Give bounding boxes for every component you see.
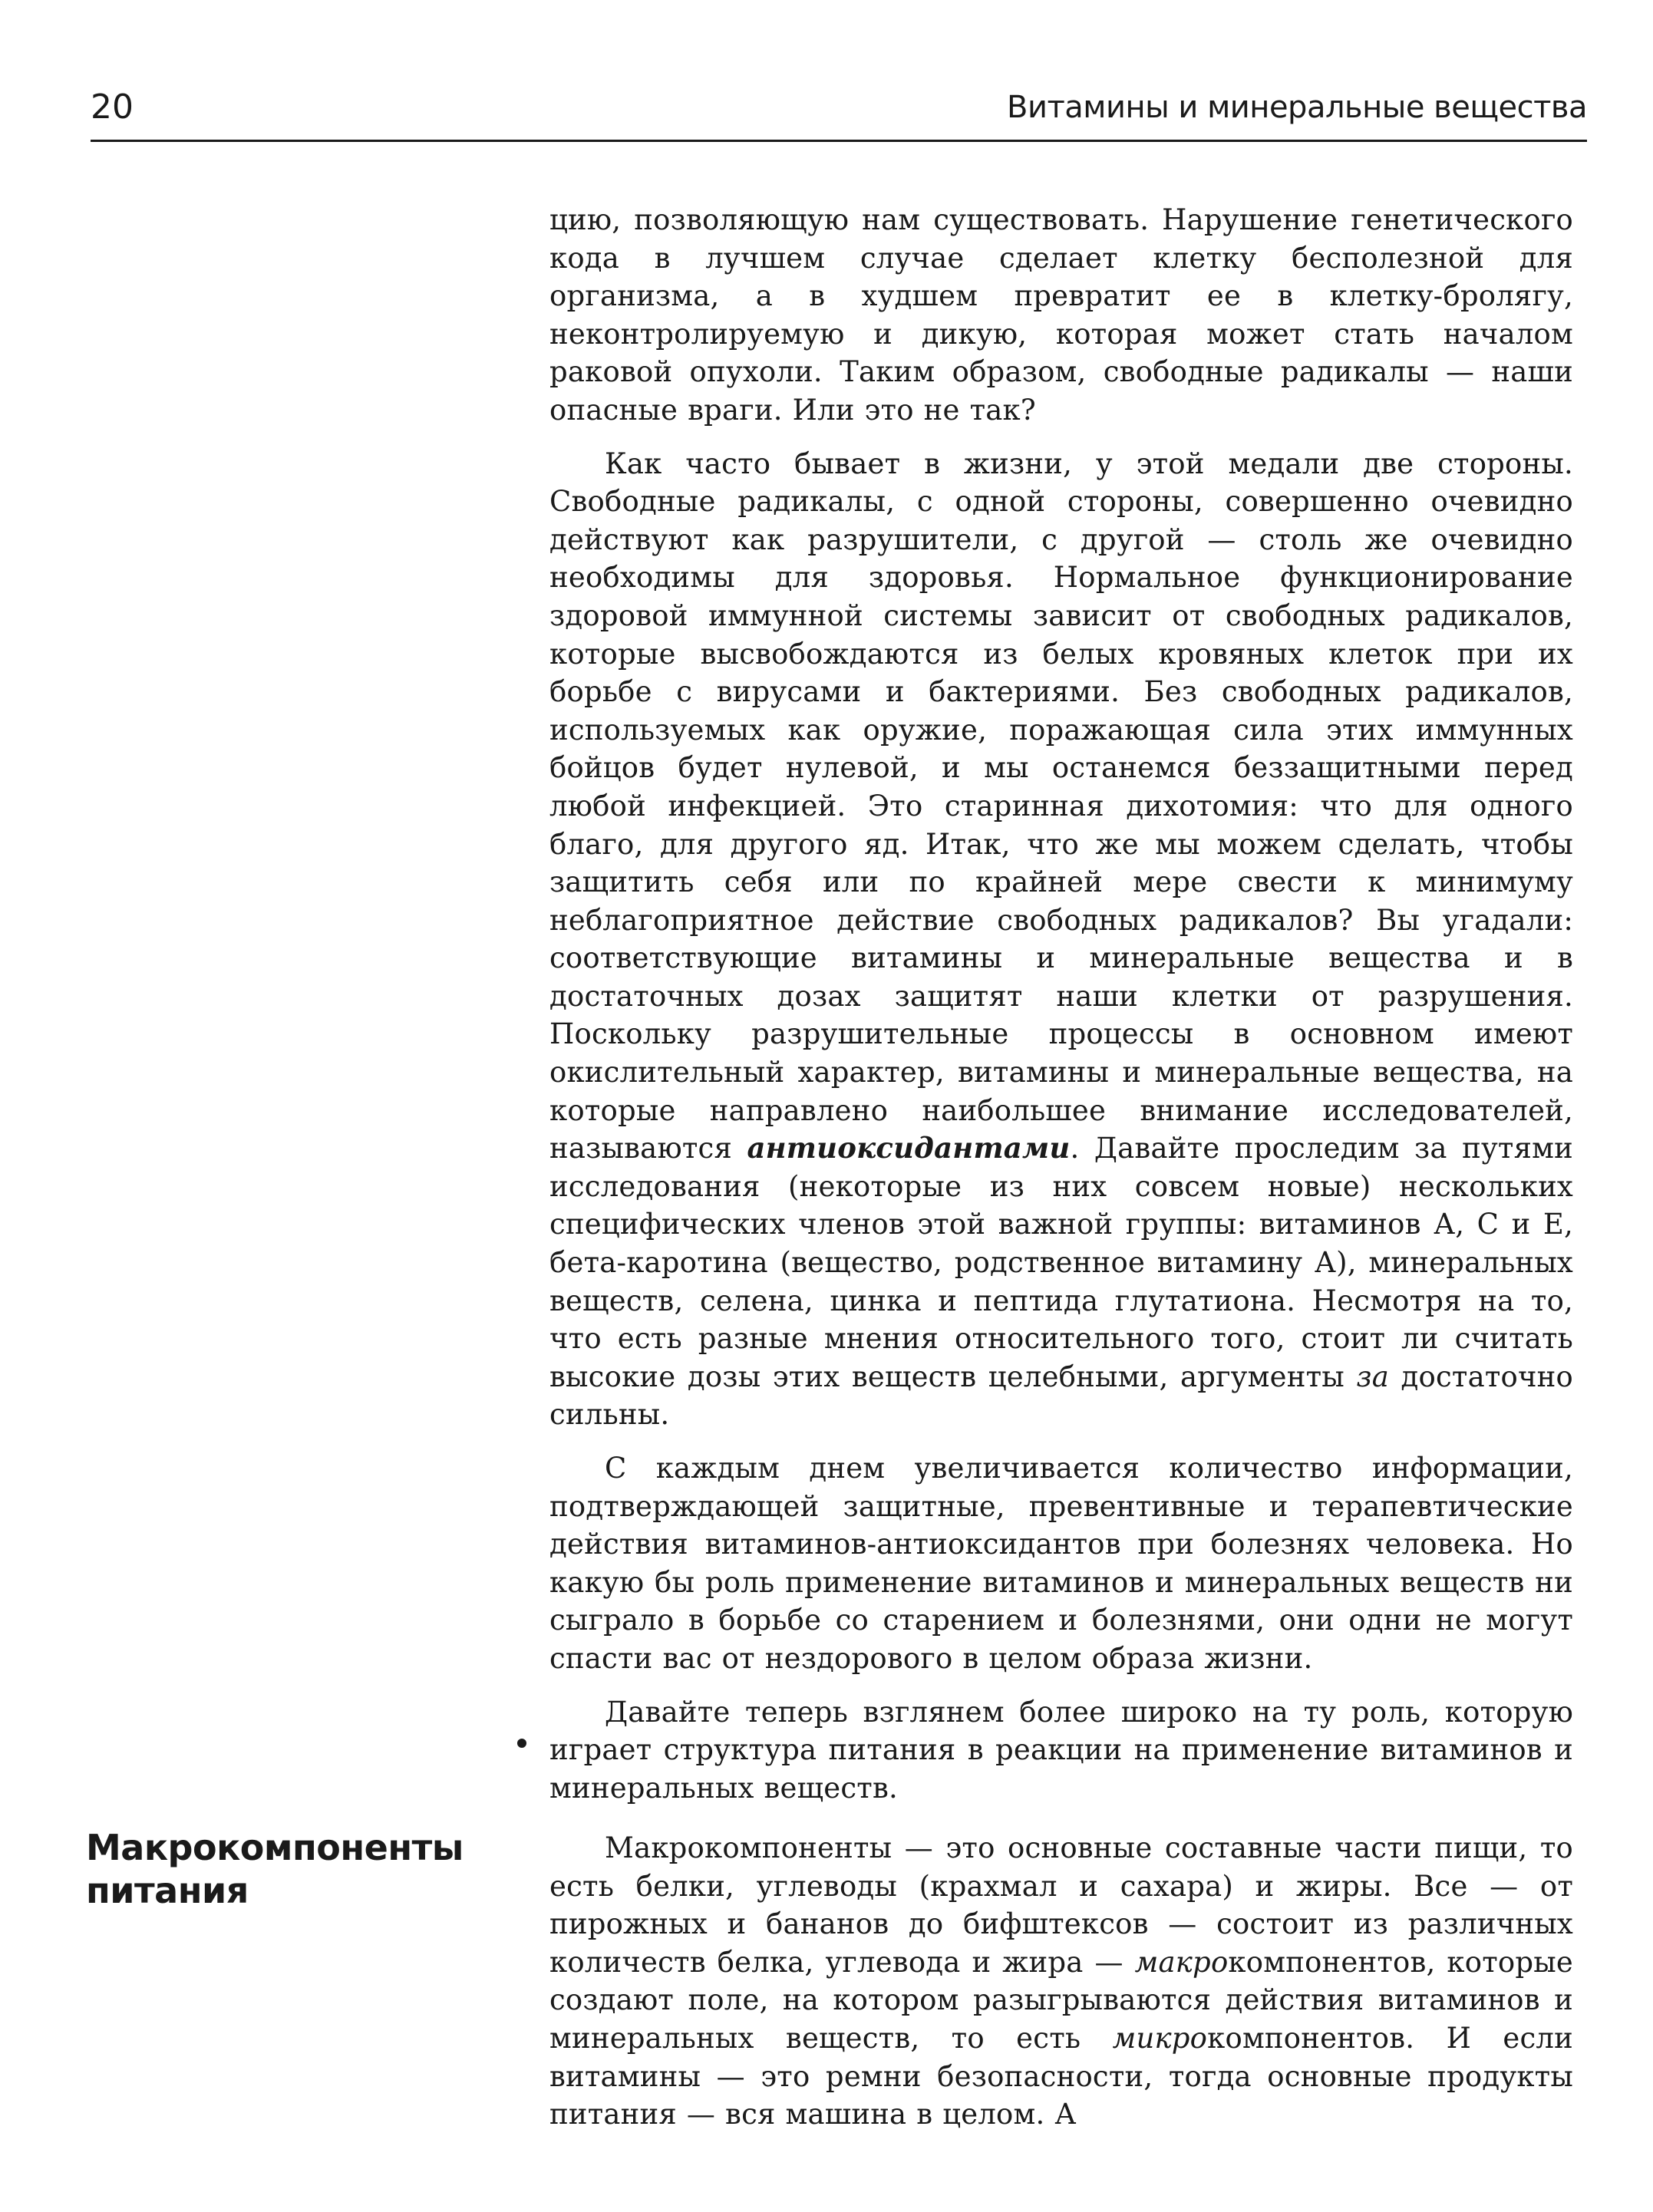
section-paragraph-part-c: компонентов. И если витамины — это ремни безопасности, тогда основные продукты питания — вся машина в целом. А <box>549 2021 1573 2131</box>
section-paragraph-part-b: компонентов, которые создают поле, на котором разыгрываются действия витаминов и минеральных веществ, то есть <box>549 1945 1574 2055</box>
paragraph-3: С каждым днем увеличивается количество информации, подтверждающей защитные, превентивные и терапевтические действия витаминов-антиоксидантов при болезнях человека. Но какую бы роль применение витаминов и минеральных веществ ни сыграло в борьбе со старением и болезнями, они одни не могут спасти вас от нездорового в целом образа жизни. <box>549 1452 1573 1675</box>
paragraph-2-part-c: достаточно сильны. <box>549 1360 1573 1432</box>
paragraph-2-part-b: . Давайте проследим за путями исследования (некоторые из них совсем новые) нескольких специфических членов этой важной группы: витаминов А, С и Е, бета-каротина (вещество, родственное витамину А), минеральных веществ, селена, цинка и пептида глутатиона. Несмотря на то, что есть разные мнения относительного того, стоит ли считать высокие дозы этих веществ целебными, аргументы <box>549 1132 1573 1393</box>
section-text-column <box>549 1829 1573 2149</box>
section-paragraph <box>549 1829 1573 2134</box>
antioxidants-term: антиоксидантами <box>747 1131 1071 1165</box>
running-title: Витамины и минеральные вещества <box>1007 90 1587 125</box>
paragraph-4: Давайте теперь взглянем более широко на ту роль, которую играет структура питания в реакции на применение витаминов и минеральных веществ. <box>549 1695 1573 1805</box>
section-heading: Макрокомпоненты питания <box>86 1827 464 1911</box>
main-text-column <box>549 201 1573 1822</box>
paragraph-1: цию, позволяющую нам существовать. Нарушение генетического кода в лучшем случае сделает клетку бесполезной для организма, а в худшем превратит ее в клетку-бролягу, неконтролируемую и дикую, которая может стать началом раковой опухоли. Таким образом, свободные радикалы — наши опасные враги. Или это не так? <box>549 203 1573 427</box>
section-paragraph-part-a: Макрокомпоненты — это основные составные части пищи, то есть белки, углеводы (крахмал и сахара) и жиры. Все — от пирожных и бананов до бифштексов — состоит из различных количеств белка, углевода и жира — <box>549 1831 1573 1979</box>
emphasis-za: за <box>1356 1360 1390 1393</box>
paragraph-2 <box>549 445 1573 1434</box>
paragraph-2-part-a: Как часто бывает в жизни, у этой медали две стороны. Свободные радикалы, с одной стороны, совершенно очевидно действуют как разрушители, с другой — столь же очевидно необходимы для здоровья. Нормальное функционирование здоровой иммунной системы зависит от свободных радикалов, которые высвобождаются из белых кровяных клеток при их борьбе с вирусами и бактериями. Без свободных радикалов, используемых как оружие, поражающая сила этих иммунных бойцов будет нулевой, и мы останемся беззащитными перед любой инфекцией. Это старинная дихотомия: что для одного благо, для другого яд. Итак, что же мы можем сделать, чтобы защитить себя или по крайней мере свести к минимуму неблагоприятное действие свободных радикалов? Вы угадали: соответствующие витамины и минеральные вещества и в достаточных дозах защитят наши клетки от разрушения. Поскольку разрушительные процессы в основном имеют окислительный характер, витамины и минеральные вещества, на которые направлено наибольшее внимание исследователей, называются <box>549 447 1573 1165</box>
margin-dot-mark <box>517 1739 526 1748</box>
page-number: 20 <box>91 87 134 127</box>
emphasis-micro: микро <box>1112 2021 1208 2055</box>
emphasis-macro: макро <box>1134 1945 1229 1979</box>
page-header <box>91 83 1587 142</box>
